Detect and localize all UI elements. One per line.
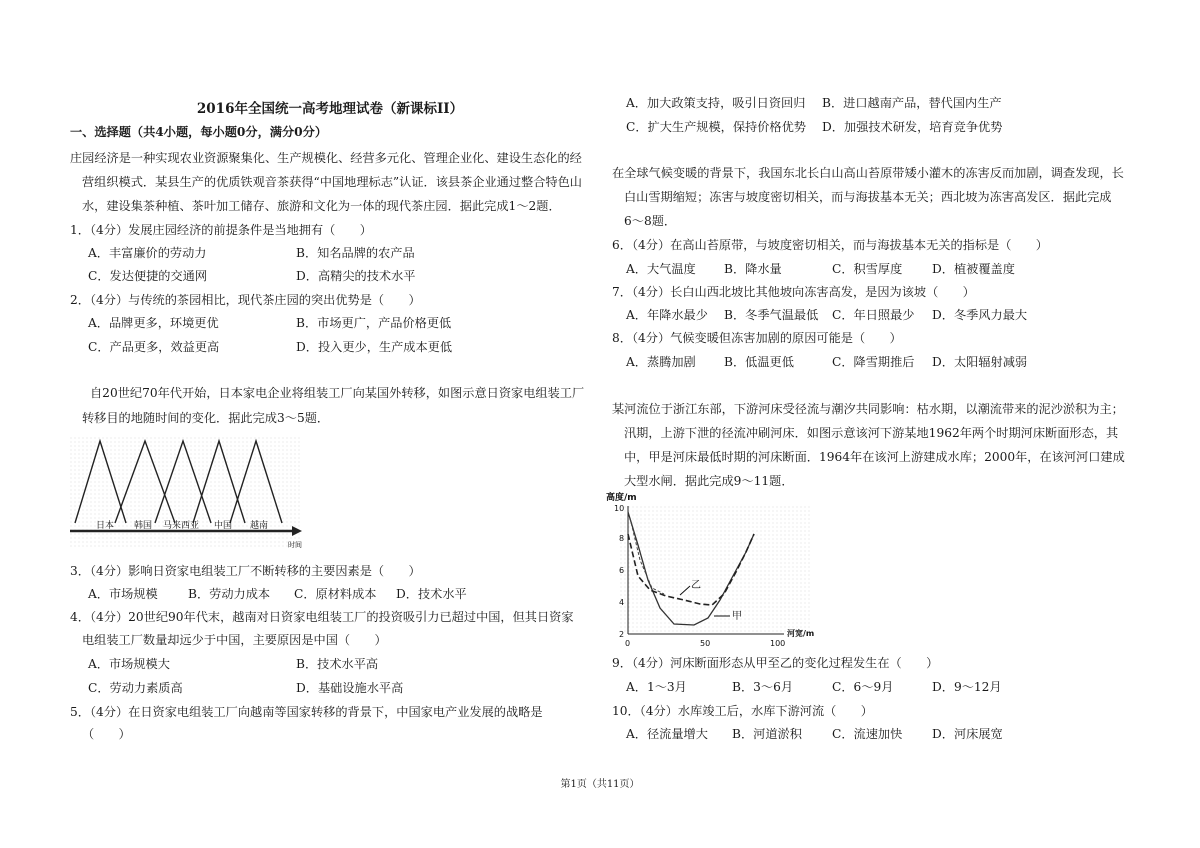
q10-option-b[interactable]: B．河道淤积 xyxy=(732,727,802,741)
q5-stem-line-1: 5．（4分）在日资家电组装工厂向越南等国家转移的背景下，中国家电产业发展的战略是 xyxy=(70,705,543,719)
q9-stem: 9．（4分）河床断面形态从甲至乙的变化过程发生在（ ） xyxy=(612,656,939,670)
q8-option-c[interactable]: C．降雪期推后 xyxy=(832,355,915,369)
q8-stem: 8．（4分）气候变暖但冻害加剧的原因可能是（ ） xyxy=(612,331,902,345)
q4-option-b[interactable]: B．技术水平高 xyxy=(296,657,379,671)
q7-option-b[interactable]: B．冬季气温最低 xyxy=(724,308,819,322)
page-title: 2016年全国统一高考地理试卷（新课标II） xyxy=(196,101,464,117)
q1-option-b[interactable]: B．知名品牌的农产品 xyxy=(296,246,415,260)
q3-option-b[interactable]: B．劳动力成本 xyxy=(188,587,271,601)
q6-option-b[interactable]: B．降水量 xyxy=(724,262,782,276)
y-tick-10: 10 xyxy=(614,504,625,513)
q4-stem-line-1: 4．（4分）20世纪90年代末，越南对日资家电组装工厂的投资吸引力已超过中国，但其日资家 xyxy=(70,610,574,624)
y-tick-2: 2 xyxy=(619,630,625,639)
q5-stem-line-2: （ ） xyxy=(82,727,131,741)
q5-option-a[interactable]: A．加大政策支持，吸引日资回归 xyxy=(626,96,806,110)
passage-1-line-2: 营组织模式．某县生产的优质铁观音茶获得“中国地理标志”认证．该县茶企业通过整合特色山 xyxy=(82,175,582,189)
y-tick-4: 4 xyxy=(619,598,625,607)
q4-option-c[interactable]: C．劳动力素质高 xyxy=(88,681,183,695)
transfer-figure xyxy=(70,437,302,549)
q3-option-c[interactable]: C．原材料成本 xyxy=(294,587,377,601)
q6-option-c[interactable]: C．积雪厚度 xyxy=(832,262,903,276)
q7-option-c[interactable]: C．年日照最少 xyxy=(832,308,915,322)
q2-option-b[interactable]: B．市场更广，产品价格更低 xyxy=(296,316,452,330)
q4-stem-line-2: 电组装工厂数量却远少于中国，主要原因是中国（ ） xyxy=(82,633,387,647)
country-label-japan: 日本 xyxy=(96,521,115,531)
passage-4-line-2: 汛期，上游下泄的径流冲刷河床．如图示意该河下游某地1962年两个时期河床断面形态，其 xyxy=(624,426,1119,440)
q7-option-a[interactable]: A．年降水最少 xyxy=(626,308,708,322)
q9-option-b[interactable]: B．3～6月 xyxy=(732,680,794,694)
passage-4-line-4: 大型水闸．据此完成9～11题． xyxy=(624,474,794,488)
q2-option-d[interactable]: D．投入更少，生产成本更低 xyxy=(296,340,453,354)
x-tick-0: 0 xyxy=(625,639,631,648)
passage-4-line-3: 中，甲是河床最低时期的河床断面．1964年在该河上游建成水库；2000年，在该河河口建成 xyxy=(624,450,1125,464)
q3-option-d[interactable]: D．技术水平 xyxy=(396,587,467,601)
y-axis-label: 高度/m xyxy=(606,493,637,503)
q5-option-d[interactable]: D．加强技术研发，培育竞争优势 xyxy=(822,120,1003,134)
country-label-vietnam: 越南 xyxy=(250,521,269,531)
q10-option-d[interactable]: D．河床展宽 xyxy=(932,727,1003,741)
passage-1-line-3: 水，建设集茶种植、茶叶加工储存、旅游和文化为一体的现代茶庄园．据此完成1～2题． xyxy=(82,199,561,213)
q1-stem: 1．（4分）发展庄园经济的前提条件是当地拥有（ ） xyxy=(70,223,372,237)
q6-option-a[interactable]: A．大气温度 xyxy=(626,262,696,276)
passage-2-line-1: 自20世纪70年代开始，日本家电企业将组装工厂向某国外转移，如图示意日资家电组装工厂 xyxy=(90,386,585,400)
q8-option-a[interactable]: A．蒸腾加剧 xyxy=(626,355,696,369)
passage-3-line-1: 在全球气候变暖的背景下，我国东北长白山高山苔原带矮小灌木的冻害反而加剧，调查发现，长 xyxy=(612,166,1124,180)
passage-2-line-2: 转移目的地随时间的变化．据此完成3～5题． xyxy=(82,411,330,425)
x-tick-50: 50 xyxy=(700,639,711,648)
q4-option-a[interactable]: A．市场规模大 xyxy=(88,657,170,671)
country-label-malaysia: 马来西亚 xyxy=(163,521,200,531)
figure-background xyxy=(618,504,812,634)
q10-option-c[interactable]: C．流速加快 xyxy=(832,727,903,741)
passage-3-line-2: 白山雪期缩短；冻害与坡度密切相关，而与海拔基本无关；西北坡为冻害高发区．据此完成 xyxy=(624,190,1112,204)
q2-option-c[interactable]: C．产品更多，效益更高 xyxy=(88,340,220,354)
q1-option-c[interactable]: C．发达便捷的交通网 xyxy=(88,269,208,283)
passage-4-line-1: 某河流位于浙江东部，下游河床受径流与潮汐共同影响：枯水期，以潮流带来的泥沙淤积为主； xyxy=(612,402,1124,416)
section-heading: 一、选择题（共4小题，每小题0分，满分0分） xyxy=(70,125,328,139)
y-tick-8: 8 xyxy=(619,534,625,543)
q7-option-d[interactable]: D．冬季风力最大 xyxy=(932,308,1028,322)
riverbed-figure xyxy=(604,490,824,652)
q9-option-a[interactable]: A．1～3月 xyxy=(626,680,687,694)
q7-stem: 7．（4分）长白山西北坡比其他坡向冻害高发，是因为该坡（ ） xyxy=(612,285,975,299)
q10-option-a[interactable]: A．径流量增大 xyxy=(626,727,708,741)
x-tick-100: 100 xyxy=(770,639,786,648)
page-footer: 第1页（共11页） xyxy=(560,779,640,790)
q2-stem: 2．（4分）与传统的茶园相比，现代茶庄园的突出优势是（ ） xyxy=(70,293,421,307)
figure-background xyxy=(70,437,302,549)
passage-3-line-3: 6～8题． xyxy=(624,214,677,228)
q5-option-b[interactable]: B．进口越南产品，替代国内生产 xyxy=(822,96,1002,110)
q10-stem: 10．（4分）水库竣工后，水库下游河流（ ） xyxy=(612,704,873,718)
time-axis-label: 时间 xyxy=(288,541,302,549)
q9-option-d[interactable]: D．9～12月 xyxy=(932,680,1002,694)
q6-option-d[interactable]: D．植被覆盖度 xyxy=(932,262,1015,276)
q5-option-c[interactable]: C．扩大生产规模，保持价格优势 xyxy=(626,120,806,134)
curve-label-yi: 乙 xyxy=(691,580,701,591)
q4-option-d[interactable]: D．基础设施水平高 xyxy=(296,681,404,695)
q9-option-c[interactable]: C．6～9月 xyxy=(832,680,894,694)
country-label-korea: 韩国 xyxy=(134,521,153,531)
q1-option-d[interactable]: D．高精尖的技术水平 xyxy=(296,269,416,283)
q6-stem: 6．（4分）在高山苔原带，与坡度密切相关，而与海拔基本无关的指标是（ ） xyxy=(612,238,1048,252)
x-axis-label: 河宽/m xyxy=(787,629,815,638)
q2-option-a[interactable]: A．品牌更多，环境更优 xyxy=(88,316,219,330)
country-label-china: 中国 xyxy=(214,521,233,531)
curve-label-jia: 甲 xyxy=(732,611,742,622)
q1-option-a[interactable]: A．丰富廉价的劳动力 xyxy=(88,246,207,260)
q3-stem: 3．（4分）影响日资家电组装工厂不断转移的主要因素是（ ） xyxy=(70,564,421,578)
q3-option-a[interactable]: A．市场规模 xyxy=(88,587,158,601)
q8-option-b[interactable]: B．低温更低 xyxy=(724,355,794,369)
passage-1-line-1: 庄园经济是一种实现农业资源聚集化、生产规模化、经营多元化、管理企业化、建设生态化的经 xyxy=(70,151,582,165)
y-tick-6: 6 xyxy=(619,566,625,575)
q8-option-d[interactable]: D．太阳辐射减弱 xyxy=(932,355,1028,369)
